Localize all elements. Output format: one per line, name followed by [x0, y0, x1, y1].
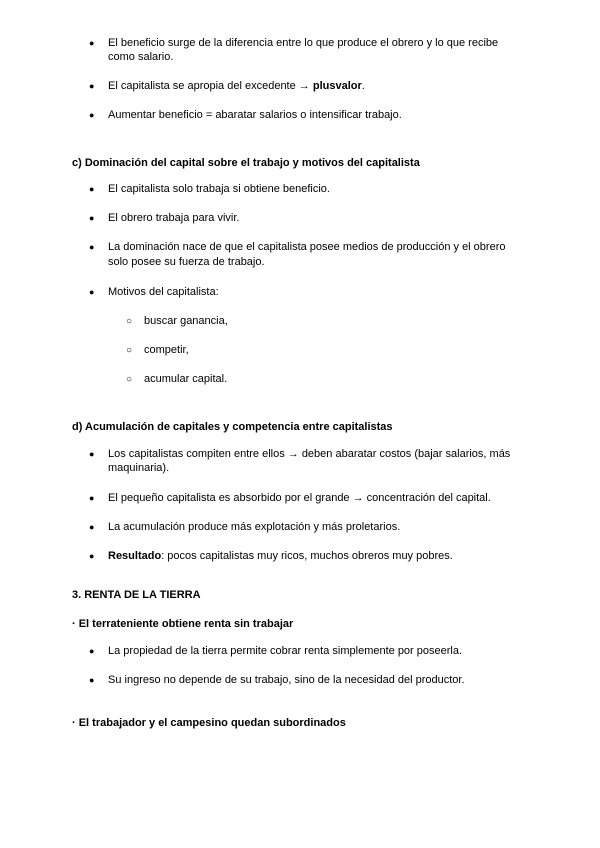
bullet-icon: ●: [89, 522, 95, 532]
list-item-text: La acumulación produce más explotación y más proletarios.: [108, 521, 401, 533]
list-item-text: Aumentar beneficio = abaratar salarios o intensificar trabajo.: [108, 109, 402, 121]
list-item-text: El capitalista se apropia del excedente →: [108, 80, 313, 92]
list-item-text: El obrero trabaja para vivir.: [108, 212, 240, 224]
list-item-text: como salario.: [108, 51, 174, 63]
bullet-icon: ●: [89, 493, 95, 503]
list-item-text: El beneficio surge de la diferencia entre lo que produce el obrero y lo que recibe: [108, 37, 499, 49]
bold-term: plusvalor: [312, 80, 362, 92]
sub-list-item-text: competir,: [144, 344, 189, 356]
bold-term: Resultado: [108, 550, 162, 562]
bullet-icon: ●: [89, 287, 95, 297]
list-item: [89, 285, 219, 300]
list-item: [89, 549, 453, 564]
subsection-heading: · El terrateniente obtiene renta sin trabajar: [72, 618, 294, 630]
sub-list-item-text: acumular capital.: [144, 373, 228, 385]
list-item-text: : pocos capitalistas muy ricos, muchos obreros muy pobres.: [161, 550, 453, 562]
list-item-text: El pequeño capitalista es absorbido por el grande → concentración del capital.: [108, 492, 491, 504]
section-heading: c) Dominación del capital sobre el trabajo y motivos del capitalista: [72, 157, 420, 169]
bullet-icon: ●: [89, 449, 95, 459]
list-item-text: Su ingreso no depende de su trabajo, sino de la necesidad del productor.: [108, 674, 465, 686]
bullet-icon: ●: [89, 213, 95, 223]
bullet-icon: ●: [89, 38, 95, 48]
bullet-icon: ●: [89, 110, 95, 120]
list-item-text: .: [361, 80, 365, 92]
list-item-continuation: [108, 50, 173, 65]
bullet-icon: ●: [89, 242, 95, 252]
list-item: [89, 491, 491, 506]
bullet-icon: ●: [89, 675, 95, 685]
bullet-icon: ●: [89, 646, 95, 656]
list-item: [89, 520, 401, 535]
list-item-text: El capitalista solo trabaja si obtiene beneficio.: [108, 183, 330, 195]
list-item-text: La dominación nace de que el capitalista posee medios de producción y el obrero: [108, 241, 506, 253]
list-item-text: La propiedad de la tierra permite cobrar renta simplemente por poseerla.: [108, 645, 463, 657]
list-item: [89, 211, 240, 226]
bullet-icon: ●: [89, 551, 95, 561]
sub-list-item: [126, 314, 228, 329]
sub-list-item-text: buscar ganancia,: [144, 315, 228, 327]
circle-bullet-icon: ○: [126, 316, 133, 327]
circle-bullet-icon: ○: [126, 345, 133, 356]
list-item: [89, 240, 506, 255]
list-item-continuation: [108, 461, 169, 476]
circle-bullet-icon: ○: [126, 374, 133, 385]
list-item: [89, 673, 465, 688]
list-item-text: solo posee su fuerza de trabajo.: [108, 256, 265, 268]
sub-list-item: [126, 372, 228, 387]
subsection-heading: · El trabajador y el campesino quedan subordinados: [72, 717, 346, 729]
bullet-icon: ●: [89, 184, 95, 194]
list-item-text: Los capitalistas compiten entre ellos → deben abaratar costos (bajar salarios, más: [108, 448, 511, 460]
section-heading: d) Acumulación de capitales y competencia entre capitalistas: [72, 421, 393, 433]
list-item: [89, 36, 499, 51]
section-heading: 3. RENTA DE LA TIERRA: [72, 589, 201, 601]
list-item: [89, 79, 365, 94]
list-item-text: maquinaria).: [108, 462, 170, 474]
list-item: [89, 447, 511, 462]
list-item-continuation: [108, 255, 265, 270]
bullet-icon: ●: [89, 81, 95, 91]
list-item: [89, 644, 463, 659]
list-item: [89, 182, 330, 197]
list-item: [89, 108, 402, 123]
list-item-text: Motivos del capitalista:: [108, 286, 219, 298]
sub-list-item: [126, 343, 189, 358]
